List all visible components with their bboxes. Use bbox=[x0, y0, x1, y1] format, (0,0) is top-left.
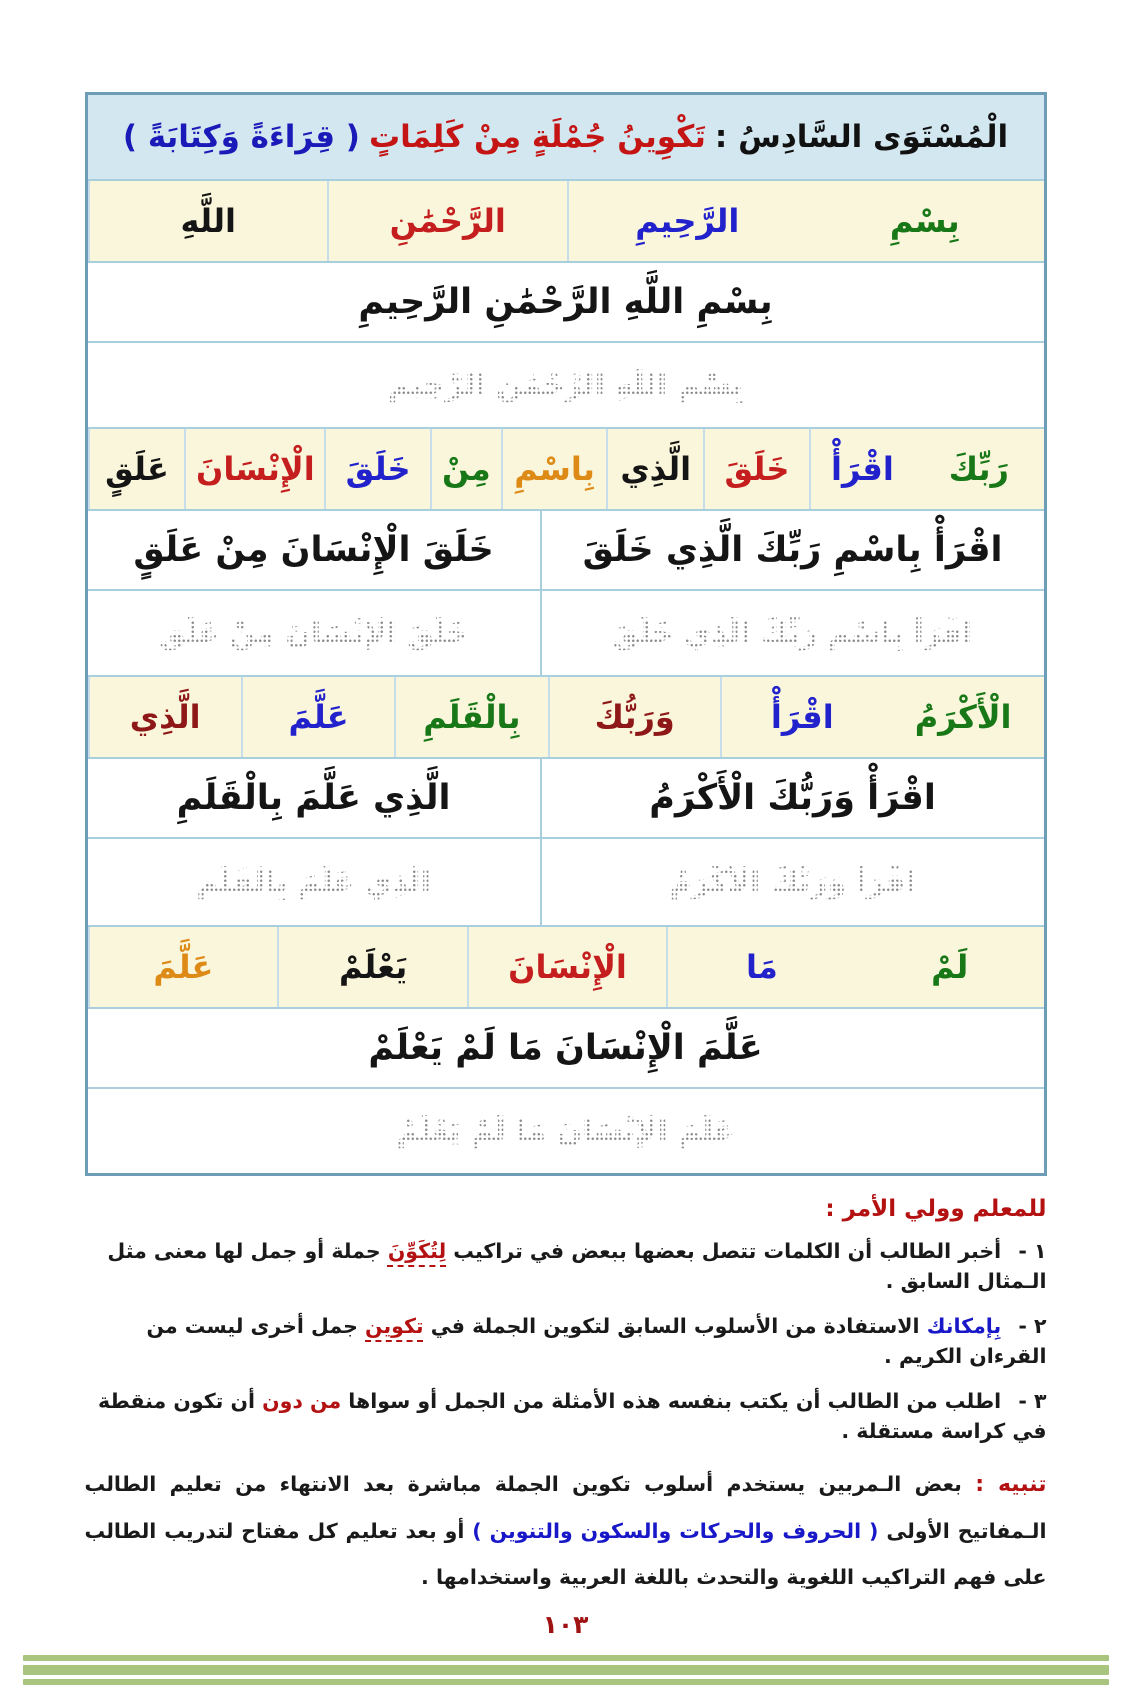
word-text: لَمْ bbox=[931, 948, 969, 986]
word-card bbox=[184, 429, 324, 509]
word-row-2 bbox=[88, 427, 1044, 509]
tracing-cell-left bbox=[88, 591, 542, 675]
word-text: بِسْمِ bbox=[889, 202, 960, 240]
word-text: اقْرَأْ bbox=[770, 698, 834, 736]
note-highlight: من دون bbox=[262, 1389, 342, 1413]
sentence-text: خَلَقَ الْإِنْسَانَ مِنْ عَلَقٍ bbox=[133, 530, 494, 570]
word-row-3 bbox=[88, 675, 1044, 757]
word-card bbox=[277, 927, 467, 1007]
word-text: عَلَّمَ bbox=[288, 698, 349, 736]
word-text: خَلَقَ bbox=[724, 450, 790, 488]
sentence-row-alaq-3 bbox=[88, 1007, 1044, 1087]
word-card bbox=[241, 677, 394, 757]
traced-sentence-text: عَلَّمَ الْإِنْسَانَ مَا لَمْ يَعْلَمْ bbox=[396, 1113, 735, 1149]
sentence-cell-left bbox=[88, 511, 542, 589]
warning-paragraph bbox=[85, 1461, 1047, 1600]
word-text: بِالْقَلَمِ bbox=[423, 698, 521, 736]
word-text: خَلَقَ bbox=[345, 450, 411, 488]
word-text: عَلَقٍ bbox=[105, 450, 169, 488]
word-card bbox=[606, 429, 703, 509]
word-card bbox=[88, 927, 278, 1007]
note-number: ١ - bbox=[1018, 1239, 1047, 1263]
warning-highlight: ( الحروف والحركات bbox=[679, 1519, 879, 1543]
lesson-board bbox=[85, 92, 1047, 1176]
word-text: الَّذِي bbox=[620, 450, 692, 488]
word-row-1 bbox=[88, 179, 1044, 261]
word-text: اقْرَأْ bbox=[831, 450, 894, 488]
note-text: جملة أو جمل لها معنى مثل الـمثال السابق . bbox=[107, 1239, 1047, 1293]
word-text: الرَّحْمَٰنِ bbox=[389, 202, 506, 240]
note-item-3 bbox=[85, 1386, 1047, 1446]
tracing-row-alaq-1 bbox=[88, 589, 1044, 675]
note-text: أن تكون منقطة في كراسة مستقلة . bbox=[97, 1389, 1047, 1443]
warning-text: بعض الـمربين يستخدم أسلوب تكوين الجملة مباشرة بعد الانتهاء من تعليم الطالب الـمفاتيح الأولى bbox=[84, 1472, 1047, 1543]
note-item-2 bbox=[85, 1311, 1047, 1371]
warning-text: أو بعد تعليم كل مفتاح لتدريب الطالب على فهم التراكيب اللغوية والتحدث باللغة العربية واستخدامها . bbox=[84, 1519, 1047, 1589]
sentence-cell-right bbox=[542, 511, 1044, 589]
word-card bbox=[430, 429, 501, 509]
note-text: جمل أخرى ليست من القرءان الكريم . bbox=[146, 1314, 1047, 1368]
word-card bbox=[88, 677, 241, 757]
stripe-line bbox=[23, 1679, 1109, 1685]
lesson-topic-label: تَكْوِينُ جُمْلَةٍ مِنْ كَلِمَاتٍ bbox=[368, 119, 706, 155]
word-row-4 bbox=[88, 925, 1044, 1007]
word-card bbox=[883, 677, 1044, 757]
warning-highlight: والسكون والتنوين ) bbox=[472, 1519, 672, 1543]
word-text: يَعْلَمْ bbox=[338, 948, 408, 986]
word-text: الْأَكْرَمُ bbox=[914, 698, 1012, 736]
word-card bbox=[567, 181, 807, 261]
word-card bbox=[501, 429, 606, 509]
word-card bbox=[394, 677, 547, 757]
notes-heading: للمعلم وولي الأمر : bbox=[825, 1196, 1047, 1222]
sentence-row-alaq-1 bbox=[88, 509, 1044, 589]
sentence-text: اقْرَأْ بِاسْمِ رَبِّكَ الَّذِي خَلَقَ bbox=[582, 530, 1003, 570]
word-card bbox=[666, 927, 856, 1007]
lesson-mode-label: ( قِرَاءَةً وَكِتَابَةً ) bbox=[122, 119, 360, 155]
word-text: الَّذِي bbox=[129, 698, 201, 736]
word-text: وَرَبُّكَ bbox=[594, 698, 675, 736]
word-card bbox=[324, 429, 429, 509]
note-text: الاستفادة من الأسلوب السابق لتكوين الجملة في bbox=[430, 1314, 920, 1338]
word-card bbox=[327, 181, 567, 261]
lesson-title-bar bbox=[88, 95, 1044, 179]
sentence-text: الَّذِي عَلَّمَ بِالْقَلَمِ bbox=[176, 778, 451, 818]
note-highlight: تكوين bbox=[365, 1314, 424, 1338]
note-highlight: لِتُكَوِّنَ bbox=[387, 1239, 447, 1263]
teacher-notes bbox=[85, 1196, 1047, 1600]
sentence-text: عَلَّمَ الْإِنْسَانَ مَا لَمْ يَعْلَمْ bbox=[368, 1028, 763, 1068]
sentence-row-alaq-2 bbox=[88, 757, 1044, 837]
word-card bbox=[703, 429, 808, 509]
word-text: رَبِّكَ bbox=[948, 450, 1009, 488]
word-text: الْإِنْسَانَ bbox=[196, 450, 315, 488]
sentence-cell-left bbox=[88, 759, 542, 837]
word-text: مِنْ bbox=[442, 450, 491, 488]
word-card bbox=[88, 429, 185, 509]
word-text: الرَّحِيمِ bbox=[635, 202, 740, 240]
note-text: أخبر الطالب أن الكلمات تتصل بعضها ببعض في تراكيب bbox=[453, 1239, 1002, 1263]
word-text: الْإِنْسَانَ bbox=[508, 948, 627, 986]
word-card bbox=[548, 677, 720, 757]
note-text: اطلب من الطالب أن يكتب بنفسه هذه الأمثلة من الجمل أو سواها bbox=[348, 1389, 1002, 1413]
traced-sentence-text: اقْرَأْ وَرَبُّكَ الْأَكْرَمُ bbox=[669, 864, 916, 900]
tracing-cell-right bbox=[542, 591, 1044, 675]
word-text: مَا bbox=[746, 948, 778, 986]
word-card bbox=[88, 181, 328, 261]
traced-sentence-text: الَّذِي عَلَّمَ بِالْقَلَمِ bbox=[196, 864, 431, 900]
word-text: اللَّهِ bbox=[180, 202, 236, 240]
tracing-row-basmala bbox=[88, 341, 1044, 427]
note-number: ٢ - bbox=[1018, 1314, 1047, 1338]
word-card bbox=[914, 429, 1043, 509]
warning-label: تنبيه : bbox=[975, 1472, 1047, 1497]
tracing-cell-right bbox=[542, 839, 1044, 925]
note-highlight: بِإمكانك bbox=[926, 1314, 1002, 1338]
word-text: عَلَّمَ bbox=[153, 948, 214, 986]
stripe-line bbox=[23, 1665, 1109, 1675]
tracing-row-alaq-3 bbox=[88, 1087, 1044, 1173]
word-card bbox=[809, 429, 914, 509]
note-number: ٣ - bbox=[1018, 1389, 1047, 1413]
traced-sentence-text: خَلَقَ الْإِنْسَانَ مِنْ عَلَقٍ bbox=[159, 615, 469, 651]
sentence-text: اقْرَأْ وَرَبُّكَ الْأَكْرَمُ bbox=[649, 778, 936, 818]
tracing-row-alaq-2 bbox=[88, 837, 1044, 925]
word-card bbox=[806, 181, 1044, 261]
tracing-cell-left bbox=[88, 839, 542, 925]
sentence-cell-right bbox=[542, 759, 1044, 837]
word-card bbox=[720, 677, 883, 757]
sentence-text: بِسْمِ اللَّهِ الرَّحْمَٰنِ الرَّحِيمِ bbox=[358, 282, 773, 322]
stripe-line bbox=[23, 1655, 1109, 1661]
page-number: ١٠٣ bbox=[542, 1610, 589, 1639]
sentence-row-basmala bbox=[88, 261, 1044, 341]
lesson-level-label: الْمُسْتَوَى السَّادِسُ : bbox=[714, 119, 1009, 155]
note-item-1 bbox=[85, 1236, 1047, 1296]
traced-sentence-text: بِسْمِ اللَّهِ الرَّحْمَٰنِ الرَّحِيمِ bbox=[387, 367, 744, 403]
traced-sentence-text: اقْرَأْ بِاسْمِ رَبِّكَ الَّذِي خَلَقَ bbox=[612, 615, 973, 651]
footer-stripes bbox=[23, 1655, 1109, 1685]
word-card bbox=[856, 927, 1044, 1007]
word-card bbox=[467, 927, 666, 1007]
word-text: بِاسْمِ bbox=[514, 450, 595, 488]
worksheet-page bbox=[0, 92, 1131, 1692]
